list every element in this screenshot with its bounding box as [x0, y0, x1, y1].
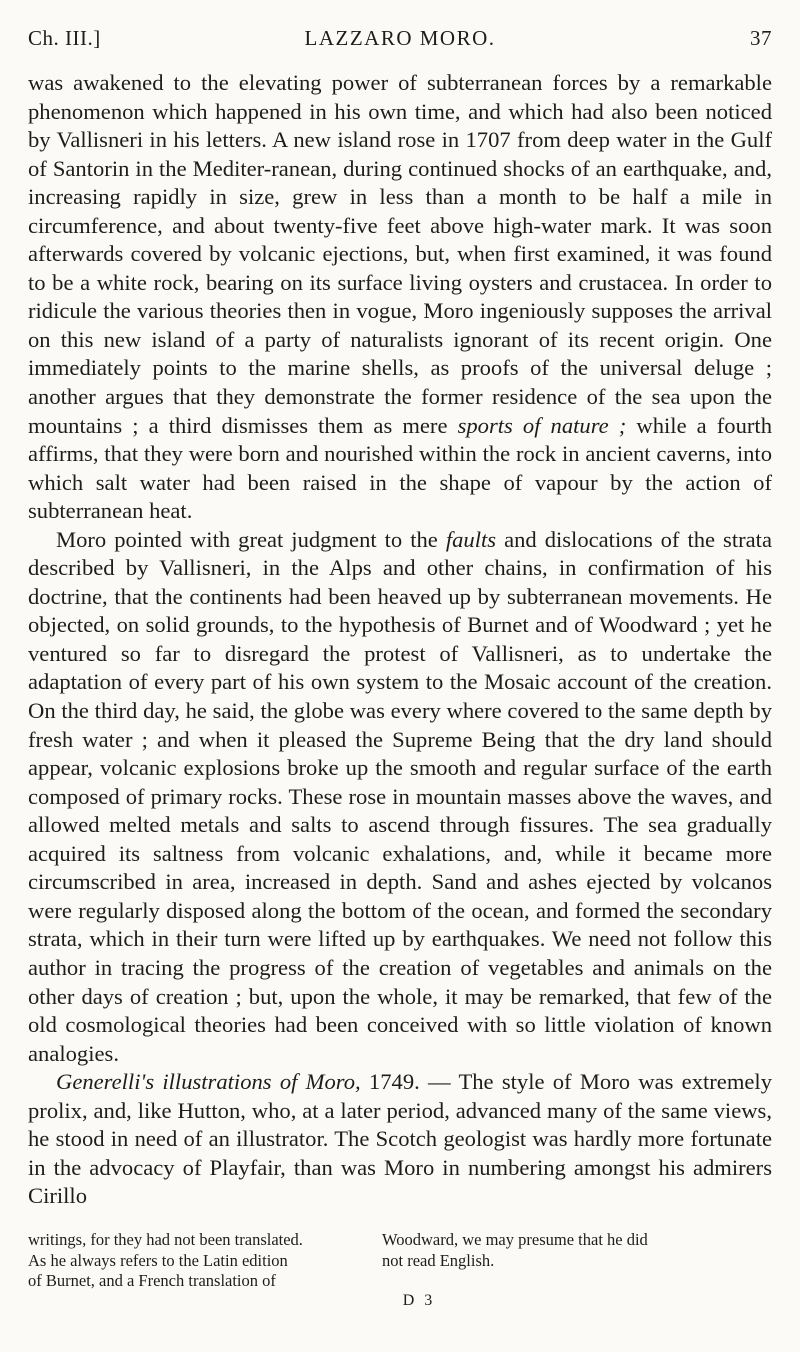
paragraph-1-italic: sports of nature ; — [457, 412, 627, 438]
footnote-column-right — [382, 1230, 772, 1292]
section-heading-italic: Generelli's illustrations of Moro, — [56, 1069, 361, 1095]
paragraph-3-text: 1749. — The style of Moro was extremely prolix, and, like Hutton, who, at a later period, advanced many of the same views, he stood in need of an illustrator. The Scotch geologist was hardly more fortunate in the advocacy of Playfair, than was Moro in numbering amongst his admirers Cirillo — [28, 1069, 772, 1209]
paragraph-2 — [28, 526, 772, 1068]
running-header — [28, 26, 772, 56]
running-title: LAZZARO MORO. — [304, 26, 496, 50]
footnote-line: writings, for they had not been translated. — [28, 1230, 303, 1249]
footnote-line: Woodward, we may presume that he did — [382, 1230, 648, 1249]
footnote-column-left — [28, 1230, 370, 1292]
paragraph-2-text-b: and dislocations of the strata described by Vallisneri, in the Alps and other chains, in confirmation of his doctrine, that the continents had been heaved up by subterranean movements. He objected, on solid grounds, to the hypothesis of Burnet and of Woodward ; yet he ventured so far to disregard the protest of Vallisneri, as to undertake the adaptation of every part of his own system to the Mosaic account of the creation. On the third day, he said, the globe was every where covered to the same depth by fresh water ; and when it pleased the Supreme Being that the dry land should appear, volcanic explosions broke up the smooth and regular surface of the earth composed of primary rocks. These rose in mountain masses above the waves, and allowed melted metals and salts to ascend through fissures. The sea gradually acquired its saltness from volcanic exhalations, and, while it became more circumscribed in area, increased in depth. Sand and ashes ejected by volcanos were regularly disposed along the bottom of the ocean, and formed the secondary strata, which in their turn were lifted up by earthquakes. We need not follow this author in tracing the progress of the creation of vegetables and animals on the other days of creation ; but, upon the whole, it may be remarked, that few of the old cosmological theories had been conceived with so little violation of known analogies. — [28, 526, 772, 1066]
footnotes — [28, 1230, 772, 1292]
page-number: 37 — [750, 26, 772, 50]
paragraph-1 — [28, 69, 772, 526]
paragraph-1-text-a: was awakened to the elevating power of subterranean forces by a remarkable phenomenon which happened in his own time, and which had also been noticed by Vallisneri in his letters. A new island rose in 1707 from deep water in the Gulf of Santorin in the Mediter-ranean, during continued shocks of an earthquake, and, increasing rapidly in size, grew in less than a month to be half a mile in circumference, and about twenty-five feet above high-water mark. It was soon afterwards covered by volcanic ejections, but, when first examined, it was found to be a white rock, bearing on its surface living oysters and crustacea. In order to ridicule the various theories then in vogue, Moro ingeniously supposes the arrival on this new island of a party of naturalists ignorant of its recent origin. One immediately points to the marine shells, as proofs of the universal deluge ; another argues that they demonstrate the former residence of the sea upon the mountains ; a third dismisses them as mere — [28, 70, 772, 438]
footnote-line: not read English. — [382, 1250, 495, 1270]
paragraph-3 — [28, 1068, 772, 1211]
paragraph-1-text-b: while a fourth affirms, that they were born and nourished within the rock in ancient caverns, into which salt water had been raised in the shape of vapour by the action of subterranean heat. — [28, 412, 773, 524]
paragraph-2-italic: faults — [445, 526, 497, 552]
signature-mark: D 3 — [402, 1292, 436, 1309]
chapter-label: Ch. III.] — [28, 26, 101, 50]
footnote-line: As he always refers to the Latin edition — [28, 1250, 288, 1270]
paragraph-2-text-a: Moro pointed with great judgment to the — [56, 526, 446, 552]
body-text — [28, 69, 772, 1211]
footnote-line: of Burnet, and a French translation of — [28, 1271, 276, 1290]
